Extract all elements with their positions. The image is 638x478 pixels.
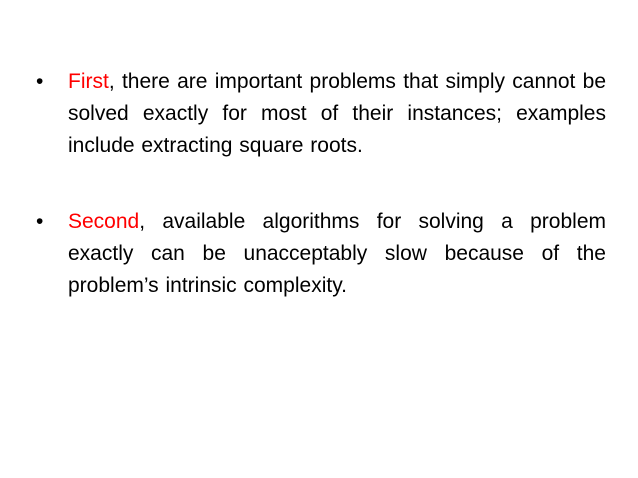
bullet-item-first [36,66,606,162]
bullet-list [36,66,606,346]
bullet-item-second [36,206,606,302]
bullet-body-text: , there are important problems that simply cannot be solved exactly for most of their instances; examples include extracting square roots. [68,70,606,157]
bullet-body-text: , available algorithms for solving a problem exactly can be unacceptably slow because of the problem’s intrinsic complexity. [68,210,606,297]
bullet-lead-word: First [68,70,109,93]
bullet-icon: • [36,70,44,93]
bullet-lead-word: Second [68,210,140,233]
bullet-icon: • [36,210,44,233]
